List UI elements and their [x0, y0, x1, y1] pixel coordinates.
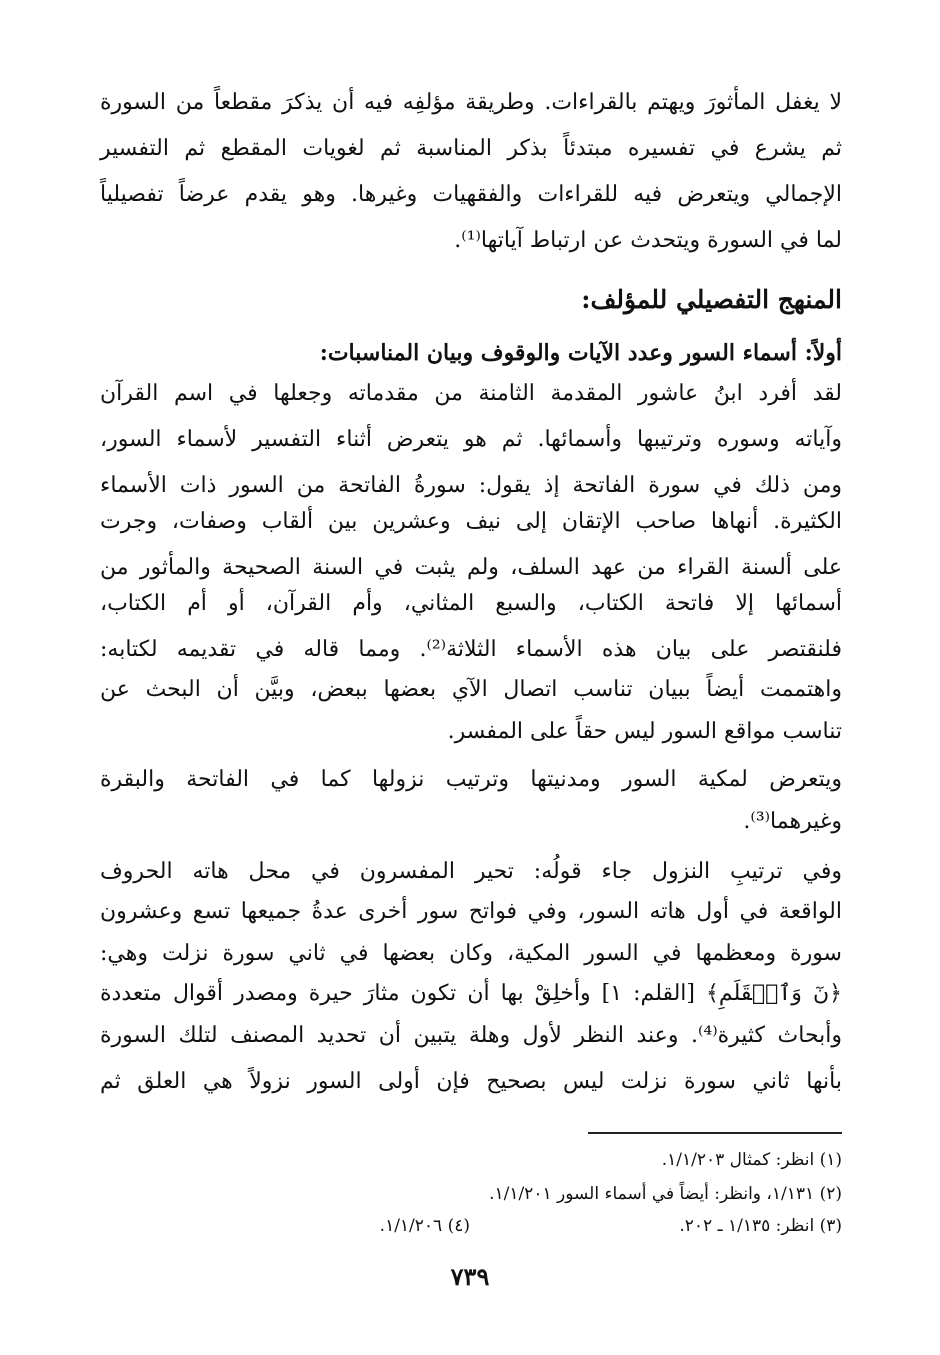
footnote-4: (٤) ١/١/٢٠٦. — [379, 1216, 470, 1236]
para3-line-4: ﴿نٓ وَٱلۡقَلَمِ﴾ [القلم: ١] وأخلِقْ بها أن تكون مثارَ حيرة ومصدر أقوال متعددة — [100, 981, 842, 1006]
subsection-heading: أولاً: أسماء السور وعدد الآيات والوقوف وبيان المناسبات: — [319, 340, 842, 366]
intro-line-2: ثم يشرع في تفسيره مبتدئاً بذكر المناسبة ثم لغويات المقطع ثم التفسير — [100, 136, 842, 161]
intro-line-4: لما في السورة ويتحدث عن ارتباط آياتها⁽¹⁾. — [454, 228, 842, 253]
para2-line-2: وغيرهما⁽³⁾. — [743, 809, 842, 834]
footnote-1: (١) انظر: كمثال ١/١/٢٠٣. — [661, 1150, 842, 1170]
para2-line-1: ويتعرض لمكية السور ومدنيتها وترتيب نزولها كما في الفاتحة والبقرة — [100, 767, 842, 792]
para1-line-6: أسمائها إلا فاتحة الكتاب، والسبع المثاني، وأم القرآن، أو أم الكتاب، — [100, 591, 842, 616]
footnote-3: (٣) انظر: ١/١٣٥ ـ ٢٠٢. — [679, 1216, 842, 1236]
para3-line-2: الواقعة في أول هاته السور، وفي فواتح سور أخرى عدةُ جميعها تسع وعشرون — [100, 899, 842, 924]
intro-line-1: لا يغفل المأثورَ ويهتم بالقراءات. وطريقة مؤلفِه فيه أن يذكرَ مقطعاً من السورة — [100, 90, 842, 115]
page-number: ٧٣٩ — [450, 1262, 490, 1291]
para1-line-1: لقد أفرد ابنُ عاشور المقدمة الثامنة من مقدماته وجعلها في اسم القرآن — [100, 381, 842, 406]
para1-line-2: وآياته وسوره وترتيبها وأسمائها. ثم هو يتعرض أثناء التفسير لأسماء السور، — [100, 427, 842, 452]
para3-line-1: وفي ترتيبِ النزول جاء قولُه: تحير المفسرون في محل هاته الحروف — [100, 859, 842, 884]
footnote-2: (٢) ١/١٣١، وانظر: أيضاً في أسماء السور ١/١/٢٠١. — [489, 1184, 842, 1204]
para3-line-5: وأبحاث كثيرة⁽⁴⁾. وعند النظر لأول وهلة يتبين أن تحديد المصنف لتلك السورة — [100, 1023, 842, 1048]
para3-line-3: سورة ومعظمها في السور المكية، وكان بعضها في ثاني سورة نزلت وهي: — [100, 941, 842, 966]
para1-line-7: فلنقتصر على بيان هذه الأسماء الثلاثة⁽²⁾. ومما قاله في تقديمه لكتابه: — [100, 637, 842, 662]
section-heading: المنهج التفصيلي للمؤلف: — [581, 285, 842, 314]
para1-line-4: الكثيرة. أنهاها صاحب الإتقان إلى نيف وعشرين بين ألقاب وصفات، وجرت — [100, 509, 842, 534]
para1-line-9: تناسب مواقع السور ليس حقاً على المفسر. — [447, 719, 842, 744]
para1-line-3: ومن ذلك في سورة الفاتحة إذ يقول: سورةُ الفاتحة من السور ذات الأسماء — [100, 473, 842, 498]
para1-line-8: واهتممت أيضاً ببيان تناسب اتصال الآي بعضها ببعض، وبيَّن أن البحث عن — [100, 677, 842, 702]
para3-line-6: بأنها ثاني سورة نزلت ليس بصحيح فإن أولى السور نزولاً هي العلق ثم — [100, 1069, 842, 1094]
intro-line-3: الإجمالي ويتعرض فيه للقراءات والفقهيات وغيرها. وهو يقدم عرضاً تفصيلياً — [100, 182, 842, 207]
para1-line-5: على ألسنة القراء من عهد السلف، ولم يثبت في السنة الصحيحة والمأثور من — [100, 555, 842, 580]
footnote-separator — [588, 1132, 842, 1134]
